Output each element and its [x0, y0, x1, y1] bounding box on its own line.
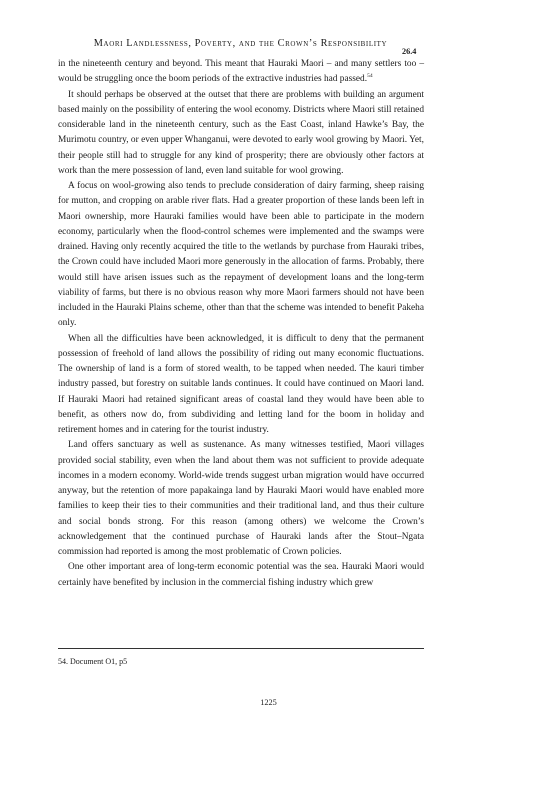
footnote-reference[interactable]: 54: [367, 73, 373, 80]
paragraph-2: It should perhaps be observed at the outset that there are problems with building an argument based mainly on the possibility of entering the wool economy. Districts where Maori still retained considerable land in the nineteenth century, such as the East Coast, inland Hawke’s Bay, the Murimotu country, or even upper Whanganui, were devoted to early wool growing by Maori. Yet, their people still had to struggle for any kind of prosperity; there are obviously other factors at work than the mere possession of land, even land suitable for wool growing.: [58, 89, 424, 176]
body-text: [58, 57, 424, 588]
page-number: 1225: [260, 698, 277, 707]
running-header: Maori Landlessness, Poverty, and the Crown’s Responsibility: [93, 38, 388, 49]
footnote: 54. Document O1, p5: [58, 657, 128, 666]
section-number: 26.4: [402, 47, 417, 56]
paragraph-3: A focus on wool-growing also tends to preclude consideration of dairy farming, sheep raising for mutton, and cropping on arable river flats. Had a greater proportion of these lands been left in Maori ownership, more Hauraki families would have been able to participate in the modern economy, particularly when the flood-control schemes were implemented and the swamps were drained. Having only recently acquired the title to the wetlands by purchase from Hauraki tribes, the Crown could have included Maori more generously in the allocation of farms. Probably, there would still have arisen issues such as the repayment of development loans and the long-term viability of farms, but there is no obvious reason why more Maori farmers should not have been included in the Hauraki Plains scheme, other than that the scheme was intended to benefit Pakeha only.: [58, 181, 424, 329]
paragraph-4: When all the difficulties have been acknowledged, it is difficult to deny that the permanent possession of freehold of land allows the possibility of riding out many economic fluctuations. The ownership of land is a form of stored wealth, to be tapped when needed. The kauri timber industry passed, but forestry on suitable lands continues. It could have continued on Maori land. If Hauraki Maori had retained significant areas of coastal land they would have been able to benefit, as others now do, from subdividing and letting land for the boom in holiday and retirement homes and in catering for the tourist industry.: [58, 333, 424, 435]
paragraph-5: Land offers sanctuary as well as sustenance. As many witnesses testified, Maori villages provided social stability, even when the land about them was not sufficient to provide adequate incomes in a modern economy. World-wide trends suggest urban migration would have occurred anyway, but the retention of more papakainga land by Hauraki Maori would have enabled more families to keep their ties to their communities and their traditional land, and thus their culture and social bonds strong. For this reason (among others) we welcome the Crown’s acknowledgement that the continued purchase of Hauraki lands after the Stout–Ngata commission had reported is among the most problematic of Crown policies.: [58, 440, 424, 557]
footnote-divider: [58, 648, 424, 649]
paragraph-1: in the nineteenth century and beyond. This meant that Hauraki Maori – and many settlers too – would be struggling once the boom periods of the extractive industries had passed.$^{54}$: [58, 59, 424, 85]
paragraph-6: One other important area of long-term economic potential was the sea. Hauraki Maori would certainly have benefited by inclusion in the commercial fishing industry which grew: [58, 562, 424, 588]
